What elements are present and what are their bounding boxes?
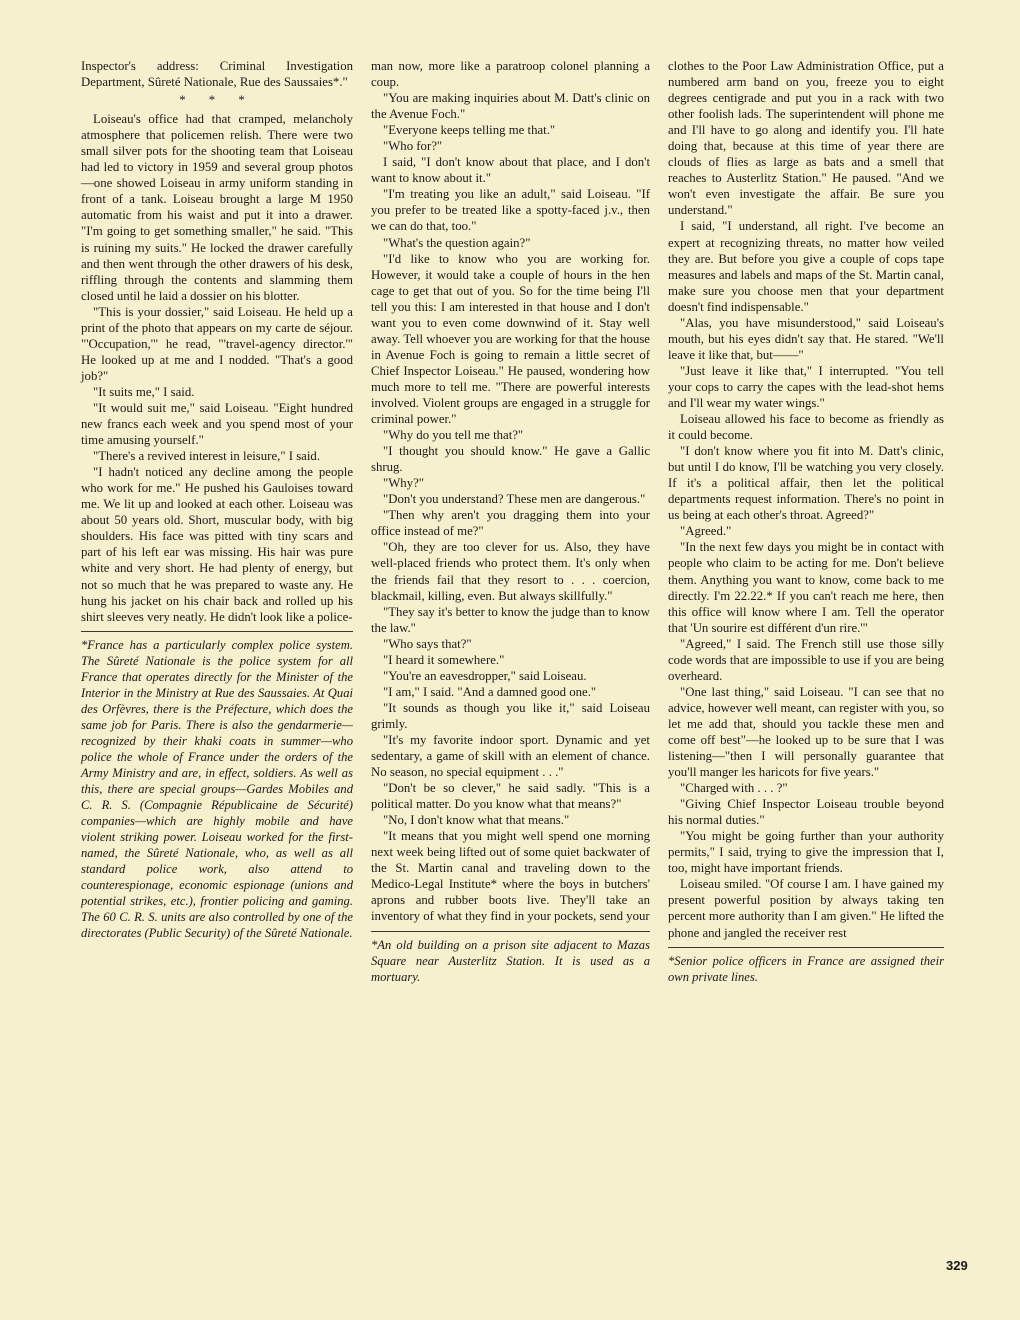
paragraph: I said, "I understand, all right. I've become an expert at recognizing threats, no matter how veiled they are. But before you give a couple of cops tape measures and labels and maps of the St. Martin canal, make sure you choose men that your department doesn't find indispensable."	[668, 219, 944, 314]
footnote	[371, 931, 650, 985]
paragraph: "I hadn't noticed any decline among the people who work for me." He pushed his Gauloises toward me. We lit up and looked at each other. Loiseau was about 50 years old. Short, muscular body, with big shoulders. His face was pitted with tiny scars and part of his left ear was missing. His hair was pure white and very short. He had plenty of energy, but not so much that he was prepared to waste any. He hung his jacket on his chair back and rolled up his shirt sleeves very neatly. He didn't look like a police-	[81, 465, 353, 624]
footnote-text: *France has a particularly complex police system. The Sûreté Nationale is the police system for all France that operates directly for the Minister of the Interior in the Ministry at Rue des Saussaies. At Quai des Orfèvres, there is the Préfecture, which does the same job for Paris. There is also the gendarmerie—recognized by their khaki coats in summer—who police the whole of France under the orders of the Army Ministry and are, in effect, soldiers. As well as this, there are special groups—Gardes Mobiles and C. R. S. (Compagnie Républicaine de Sécurité) companies—which are highly mobile and have violent striking power. Loiseau worked for the first-named, the Sûreté Nationale, who, as well as all standard police work, also attend to counterespionage, economic espionage (unions and potential strikes, etc.), frontier policing and gaming. The 60 C. R. S. units are also controlled by one of the directorates (Public Security) of the Sûreté Nationale.	[81, 637, 353, 941]
paragraph: "Who for?"	[383, 139, 443, 154]
paragraph: "Agreed," I said. The French still use those silly code words that are impossible to use if you are being overheard.	[668, 636, 944, 683]
paragraph: Inspector's address: Criminal Investigation Department, Sûreté Nationale, Rue des Saussaies*."	[81, 59, 353, 90]
paragraph: "Don't be so clever," he said sadly. "This is a political matter. Do you know what that means?"	[371, 781, 650, 812]
paragraph: "Everyone keeps telling me that."	[383, 123, 556, 138]
paragraph: "They say it's better to know the judge than to know the law."	[371, 604, 650, 635]
paragraph: "In the next few days you might be in contact with people who claim to be acting for me. Don't believe them. Anything you want to know, come back to me directly. I'm 22.22.* If you can't reach me here, then this office will know where I am. Tell the operator that 'Un sourire est différent d'un rire.'"	[668, 540, 944, 635]
paragraph: "You are making inquiries about M. Datt's clinic on the Avenue Foch."	[371, 91, 650, 122]
paragraph: "I'm treating you like an adult," said Loiseau. "If you prefer to be treated like a spotty-faced j.v., then we can do that, too."	[371, 187, 650, 234]
paragraph: Loiseau smiled. "Of course I am. I have gained my present powerful position by always taking ten percent more authority than I am given." He lifted the phone and jangled the receiver rest	[668, 877, 944, 940]
paragraph: "It's my favorite indoor sport. Dynamic and yet sedentary, a game of skill with an element of chance. No season, no special equipment . . ."	[371, 732, 650, 780]
paragraph: "Don't you understand? These men are dangerous."	[383, 492, 646, 507]
paragraph: "Giving Chief Inspector Loiseau trouble beyond his normal duties."	[668, 797, 944, 828]
footnote	[81, 631, 353, 942]
paragraph: "It means that you might well spend one morning next week being lifted out of some quiet backwater of the St. Martin canal and traveling down to the Medico-Legal Institute* where the boys in butchers' aprons and rubber boots live. They'll take an inventory of what they find in your pockets, send your	[371, 829, 650, 924]
paragraph: "I'd like to know who you are working for. However, it would take a couple of hours in the hen cage to get that out of you. So for the time being I'll tell you this: I am interested in that house and I don't want you to even come downwind of it. Stay well away. Tell whoever you are working for that the house in Avenue Foch is going to remain a little secret of Chief Inspector Loiseau." He paused, wondering how much more to tell me. "There are powerful interests involved. Violent groups are engaged in a struggle for criminal power."	[371, 251, 650, 427]
paragraph: "It suits me," I said.	[93, 384, 195, 399]
paragraph: "Why do you tell me that?"	[383, 428, 524, 443]
paragraph: I said, "I don't know about that place, and I don't want to know about it."	[371, 155, 650, 186]
paragraph: "Oh, they are too clever for us. Also, they have well-placed friends who protect them. It's only when the friends fail that they resort to . . . coercion, blackmail, killing, even. But always skillfully."	[371, 540, 650, 603]
paragraph: "It sounds as though you like it," said Loiseau grimly.	[371, 700, 650, 731]
paragraph: Loiseau allowed his face to become as friendly as it could become.	[668, 412, 944, 443]
paragraph: "Agreed."	[680, 524, 732, 539]
footnote	[668, 947, 944, 985]
paragraph: "I don't know where you fit into M. Datt's clinic, but until I do know, I'll be watching you very closely. If it's a political affair, then let the political departments request information. There's no point in us being at each other's throat. Agreed?"	[668, 444, 944, 523]
paragraph: "This is your dossier," said Loiseau. He held up a print of the photo that appears on my carte de séjour. "'Occupation,'" he read, "'travel-agency director.'" He looked up at me and I nodded. "That's a good job?"	[81, 304, 353, 383]
paragraph: Loiseau's office had that cramped, melancholy atmosphere that policemen relish. There were two small silver pots for the shooting team that Loiseau had led to victory in 1959 and several group photos—one showed Loiseau in army uniform standing in front of a tank. Loiseau brought a large M 1950 automatic from his waist and put it into a drawer. "I'm going to get something smaller," he said. "This is ruining my suits." He locked the drawer carefully and then went through the other drawers of his desk, riffling through the contents and slamming them closed until he laid a dossier on his blotter.	[81, 112, 353, 303]
paragraph: man now, more like a paratroop colonel planning a coup.	[371, 59, 650, 90]
paragraph: "I thought you should know." He gave a Gallic shrug.	[371, 444, 650, 475]
paragraph: "One last thing," said Loiseau. "I can see that no advice, however well meant, can register with you, so let me add that, should you tackle these men and come off best"—he looked up to be sure that I was listening—"then I will personally guarantee that you'll manger les haricots for five years."	[668, 684, 944, 780]
text-column-2	[371, 58, 650, 985]
footnote-text: *Senior police officers in France are assigned their own private lines.	[668, 953, 944, 984]
paragraph: "Charged with . . . ?"	[680, 781, 788, 796]
paragraph: "Just leave it like that," I interrupted. "You tell your cops to carry the capes with the lead-shot hems and I'll wear my water wings."	[668, 363, 944, 410]
paragraph: "Who says that?"	[383, 636, 472, 651]
paragraph: "I heard it somewhere."	[383, 652, 505, 667]
paragraph: "What's the question again?"	[383, 235, 531, 250]
paragraph: "Alas, you have misunderstood," said Loiseau's mouth, but his eyes didn't say that. He stared. "We'll leave it like that, but——"	[668, 315, 944, 362]
section-break: * * *	[179, 93, 255, 108]
paragraph: "I am," I said. "And a damned good one."	[383, 684, 597, 699]
paragraph: clothes to the Poor Law Administration Office, put a numbered arm band on you, freeze you to eight degrees centigrade and put you in a rack with two other foolish lads. The superintendent will phone me and I'll have to go along and identify you. I'll hate doing that, because at this time of year there are clouds of flies as large as bats and a smell that reaches to Austerlitz Station." He paused. "And we won't even investigate the affair. Be sure you understand."	[668, 59, 944, 218]
paragraph: "You're an eavesdropper," said Loiseau.	[383, 668, 587, 683]
text-column-3	[668, 58, 944, 985]
paragraph: "No, I don't know what that means."	[383, 813, 570, 828]
paragraph: "It would suit me," said Loiseau. "Eight hundred new francs each week and you spend most of your time amusing yourself."	[81, 400, 353, 448]
paragraph: "You might be going further than your authority permits," I said, trying to give the impression that I, too, might have important friends.	[668, 829, 944, 876]
text-column-1	[81, 58, 353, 942]
page-number: 329	[946, 1258, 968, 1273]
paragraph: "There's a revived interest in leisure," I said.	[93, 449, 321, 464]
footnote-text: *An old building on a prison site adjacent to Mazas Square near Austerlitz Station. It is used as a mortuary.	[371, 937, 650, 984]
paragraph: "Then why aren't you dragging them into your office instead of me?"	[371, 508, 650, 539]
paragraph: "Why?"	[383, 476, 425, 491]
